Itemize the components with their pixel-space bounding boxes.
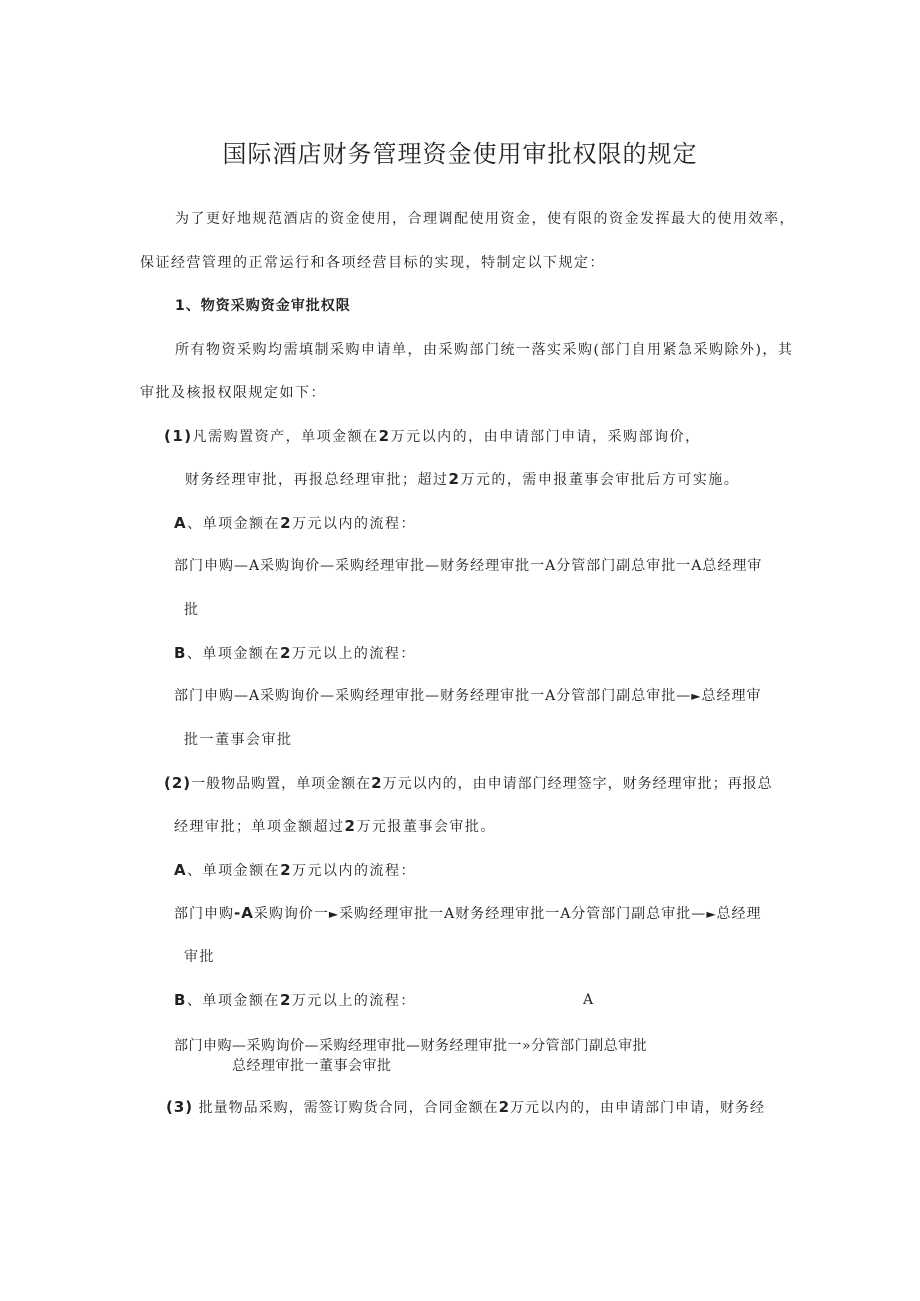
item-2-text-a: 一般物品购置，单项金额在 bbox=[191, 776, 372, 792]
item-2-a-flow-bold: -A bbox=[234, 904, 254, 922]
arrow-right-icon: ► bbox=[691, 689, 702, 703]
item-2-amount: 2 bbox=[371, 774, 383, 792]
item-2-b-heading bbox=[174, 991, 416, 1010]
item-2-line-1 bbox=[164, 774, 773, 793]
item-1-a-text-a: 、单项金额在 bbox=[187, 516, 281, 532]
item-2-line-2 bbox=[174, 817, 496, 836]
item-2-b-stray-a: A bbox=[583, 992, 595, 1008]
arrow-right-icon: ► bbox=[328, 907, 340, 921]
item-2-marker: (2) bbox=[164, 774, 192, 792]
item-1-marker: (1) bbox=[164, 427, 193, 445]
item-2-b-text-b: 万元以上的流程： bbox=[291, 993, 416, 1009]
item-2-b-flow-line-1: 部门申购—采购询价—采购经理审批—财务经理审批一»分管部门副总审批 bbox=[174, 1038, 648, 1054]
item-2-line-2-b: 万元报董事会审批。 bbox=[356, 819, 496, 835]
item-3-text-b: 万元以内的，由申请部门申请，财务经 bbox=[510, 1100, 766, 1116]
item-1-a-amount: 2 bbox=[280, 514, 293, 532]
item-2-b-marker: B bbox=[174, 991, 187, 1009]
arrow-right-icon: ► bbox=[706, 907, 717, 921]
item-1-amount: 2 bbox=[378, 427, 391, 445]
item-2-a-text-a: 、单项金额在 bbox=[187, 863, 281, 879]
item-2-a-amount: 2 bbox=[280, 861, 293, 879]
item-2-a-flow-c: 采购经理审批一A财务经理审批一A分管部门副总审批— bbox=[339, 906, 707, 922]
item-2-a-flow-line-1 bbox=[174, 904, 762, 923]
item-2-a-flow-line-2: 审批 bbox=[184, 949, 215, 965]
document-title: 国际酒店财务管理资金使用审批权限的规定 bbox=[222, 140, 698, 168]
item-1-b-flow-a: 部门申购—A采购询价—采购经理审批—财务经理审批一A分管部门副总审批— bbox=[174, 688, 692, 704]
intro-line-1: 为了更好地规范酒店的资金使用，合理调配使用资金，使有限的资金发挥最大的使用效率， bbox=[175, 211, 795, 227]
item-3-line-1 bbox=[166, 1098, 765, 1117]
item-1-b-text-b: 万元以上的流程： bbox=[291, 646, 416, 662]
item-1-b-flow-b: 总经理审 bbox=[701, 688, 762, 704]
item-2-line-2-amount: 2 bbox=[344, 817, 357, 835]
item-1-a-heading bbox=[174, 514, 416, 533]
item-1-b-text-a: 、单项金额在 bbox=[186, 646, 280, 662]
item-1-line-1 bbox=[164, 427, 701, 446]
item-1-line-2 bbox=[185, 470, 739, 489]
item-2-a-flow-d: 总经理 bbox=[716, 906, 762, 922]
item-1-a-marker: A bbox=[174, 514, 188, 532]
item-1-line-2-b: 万元的，需申报董事会审批后方可实施。 bbox=[460, 472, 740, 488]
item-2-line-2-a: 经理审批；单项金额超过 bbox=[174, 819, 345, 835]
item-1-b-flow-line-2: 批一董事会审批 bbox=[184, 732, 293, 748]
item-1-a-text-b: 万元以内的流程： bbox=[292, 516, 417, 532]
item-1-b-amount: 2 bbox=[279, 644, 292, 662]
item-2-b-flow-line-2: 总经理审批一董事会审批 bbox=[232, 1058, 392, 1074]
item-2-a-flow-b: 采购询价一 bbox=[253, 906, 329, 922]
item-2-b-text-a: 、单项金额在 bbox=[186, 993, 280, 1009]
item-1-text-a: 凡需购置资产，单项金额在 bbox=[192, 429, 379, 445]
item-2-a-heading bbox=[174, 861, 416, 880]
item-1-text-b: 万元以内的，由申请部门申请，采购部询价， bbox=[390, 429, 701, 445]
item-2-b-amount: 2 bbox=[279, 991, 292, 1009]
item-3-marker: (3) bbox=[166, 1098, 194, 1116]
item-2-a-marker: A bbox=[174, 861, 188, 879]
item-1-b-marker: B bbox=[174, 644, 187, 662]
item-2-a-flow-a: 部门申购 bbox=[174, 906, 234, 922]
section-1-para-line-1: 所有物资采购均需填制采购申请单，由采购部门统一落实采购(部门自用紧急采购除外)，其 bbox=[175, 342, 794, 358]
item-1-a-flow-line-2: 批 bbox=[184, 602, 200, 618]
item-3-amount: 2 bbox=[498, 1098, 511, 1116]
item-3-text-a: 批量物品采购，需签订购货合同，合同金额在 bbox=[198, 1100, 499, 1116]
section-1-heading: 1、物资采购资金审批权限 bbox=[175, 298, 351, 314]
item-1-line-2-amount: 2 bbox=[448, 470, 461, 488]
item-1-a-flow-line-1: 部门申购—A采购询价—采购经理审批—财务经理审批一A分管部门副总审批一A总经理审 bbox=[174, 558, 763, 574]
intro-line-2: 保证经营管理的正常运行和各项经营目标的实现，特制定以下规定： bbox=[140, 255, 605, 271]
item-2-a-text-b: 万元以内的流程： bbox=[292, 863, 417, 879]
item-2-text-b: 万元以内的，由申请部门经理签字，财务经理审批；再报总 bbox=[382, 776, 773, 792]
item-1-b-flow-line-1 bbox=[174, 687, 761, 705]
section-1-para-line-2: 审批及核报权限规定如下： bbox=[140, 385, 326, 401]
item-1-b-heading bbox=[174, 644, 416, 663]
item-1-line-2-a: 财务经理审批，再报总经理审批；超过 bbox=[185, 472, 449, 488]
